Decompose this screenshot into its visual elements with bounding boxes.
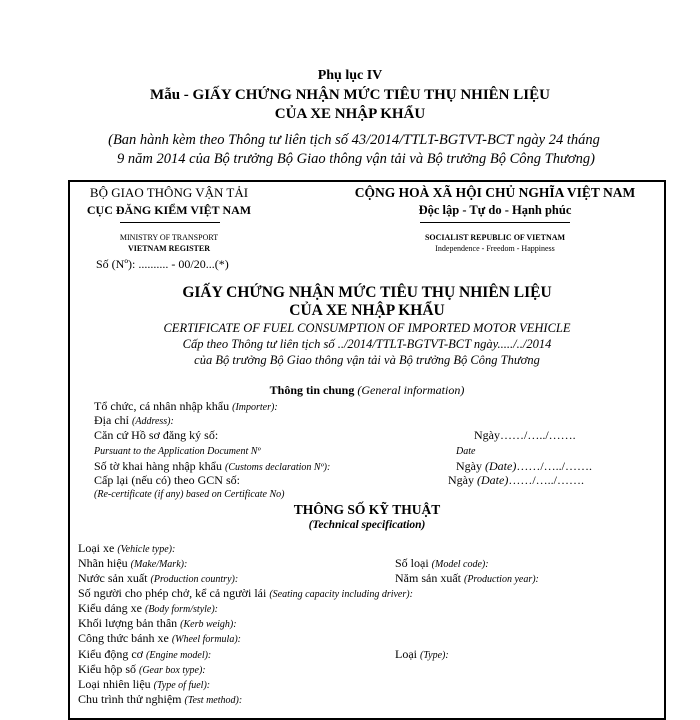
technical-heading: THÔNG SỐ KỸ THUẬT <box>293 502 441 517</box>
reissue-date: Ngày (Date)……/…../……. <box>448 473 584 487</box>
form-title-line-2: CỦA XE NHẬP KHẨU <box>274 106 426 122</box>
test-method-field: Chu trình thử nghiệm (Test method): <box>78 692 243 706</box>
reissue-field: Cấp lại (nếu có) theo GCN số: <box>94 473 240 487</box>
national-motto: Độc lập - Tự do - Hạnh phúc <box>418 203 572 217</box>
registration-field-en: Pursuant to the Application Document Nº <box>94 446 261 457</box>
general-info-heading <box>70 383 664 398</box>
general-info-heading-vn: Thông tin chung <box>269 383 355 397</box>
make-field: Nhãn hiệu (Make/Mark): <box>78 556 188 570</box>
importer-field: Tổ chức, cá nhân nhập khẩu (Importer): <box>94 399 278 413</box>
model-code-field: Số loại (Model code): <box>395 556 489 570</box>
right-header-divider <box>420 222 570 223</box>
technical-heading-en: (Technical specification) <box>308 519 426 531</box>
registry-name-en: VIETNAM REGISTER <box>127 244 210 253</box>
fuel-type-field: Loại nhiên liệu (Type of fuel): <box>78 677 211 691</box>
certificate-title-en: CERTIFICATE OF FUEL CONSUMPTION OF IMPORTED MOTOR VEHICLE <box>163 321 571 335</box>
registration-field: Căn cứ Hồ sơ đăng ký số: <box>94 428 219 442</box>
engine-type-field: Loại (Type): <box>395 647 449 661</box>
certificate-number: Số (Nº): .......... - 00/20...(*) <box>96 257 229 271</box>
certificate-title-2: CỦA XE NHẬP KHẨU <box>289 302 445 319</box>
ministry-name-en: MINISTRY OF TRANSPORT <box>119 233 219 242</box>
certificate-basis-1: Cấp theo Thông tư liên tịch số ../2014/TTLT-BGTVT-BCT ngày...../../2014 <box>182 337 552 351</box>
national-motto-en: Independence - Freedom - Happiness <box>435 244 555 253</box>
general-info-heading-en: (General information) <box>357 383 465 397</box>
country-field: Nước sản xuất (Production country): <box>78 571 239 585</box>
address-field: Địa chỉ (Address): <box>94 413 174 427</box>
form-title-line-1: Mẫu - GIẤY CHỨNG NHẬN MỨC TIÊU THỤ NHIÊN LIỆU <box>150 87 550 103</box>
certificate-title-1: GIẤY CHỨNG NHẬN MỨC TIÊU THỤ NHIÊN LIỆU <box>182 284 552 301</box>
left-header-divider <box>120 222 220 223</box>
issued-note-line-2: 9 năm 2014 của Bộ trưởng Bộ Giao thông vận tải và Bộ trưởng Bộ Công Thương) <box>117 151 595 167</box>
customs-date: Ngày (Date)……/…../……. <box>456 459 592 473</box>
gearbox-field: Kiểu hộp số (Gear box type): <box>78 662 206 676</box>
registration-date-en: Date <box>456 446 476 457</box>
year-field: Năm sản xuất (Production year): <box>395 571 539 585</box>
engine-model-field: Kiểu động cơ (Engine model): <box>78 647 212 661</box>
wheel-formula-field: Công thức bánh xe (Wheel formula): <box>78 631 241 645</box>
appendix-label: Phụ lục IV <box>317 68 383 83</box>
registration-date: Ngày……/…../……. <box>474 428 576 442</box>
republic-name-en: SOCIALIST REPUBLIC OF VIETNAM <box>424 233 566 242</box>
vehicle-type-field: Loại xe (Vehicle type): <box>78 541 176 555</box>
kerb-weight-field: Khối lượng bản thân (Kerb weigh): <box>78 616 237 630</box>
customs-field: Số tờ khai hàng nhập khẩu (Customs declaration Nº): <box>94 459 331 473</box>
issued-note-line-1: (Ban hành kèm theo Thông tư liên tịch số 43/2014/TTLT-BGTVT-BCT ngày 24 tháng <box>108 132 600 148</box>
seats-field: Số người cho phép chở, kể cả người lái (Seating capacity including driver): <box>78 586 413 600</box>
ministry-name: BỘ GIAO THÔNG VẬN TẢI <box>89 185 249 200</box>
reissue-field-en: (Re-certificate (if any) based on Certificate No) <box>94 489 285 500</box>
body-field: Kiểu dáng xe (Body form/style): <box>78 601 219 615</box>
republic-name: CỘNG HOÀ XÃ HỘI CHỦ NGHĨA VIỆT NAM <box>354 185 636 200</box>
registry-name: CỤC ĐĂNG KIỂM VIỆT NAM <box>86 203 252 217</box>
certificate-basis-2: của Bộ trưởng Bộ Giao thông vận tải và Bộ trưởng Bộ Công Thương <box>194 353 540 367</box>
